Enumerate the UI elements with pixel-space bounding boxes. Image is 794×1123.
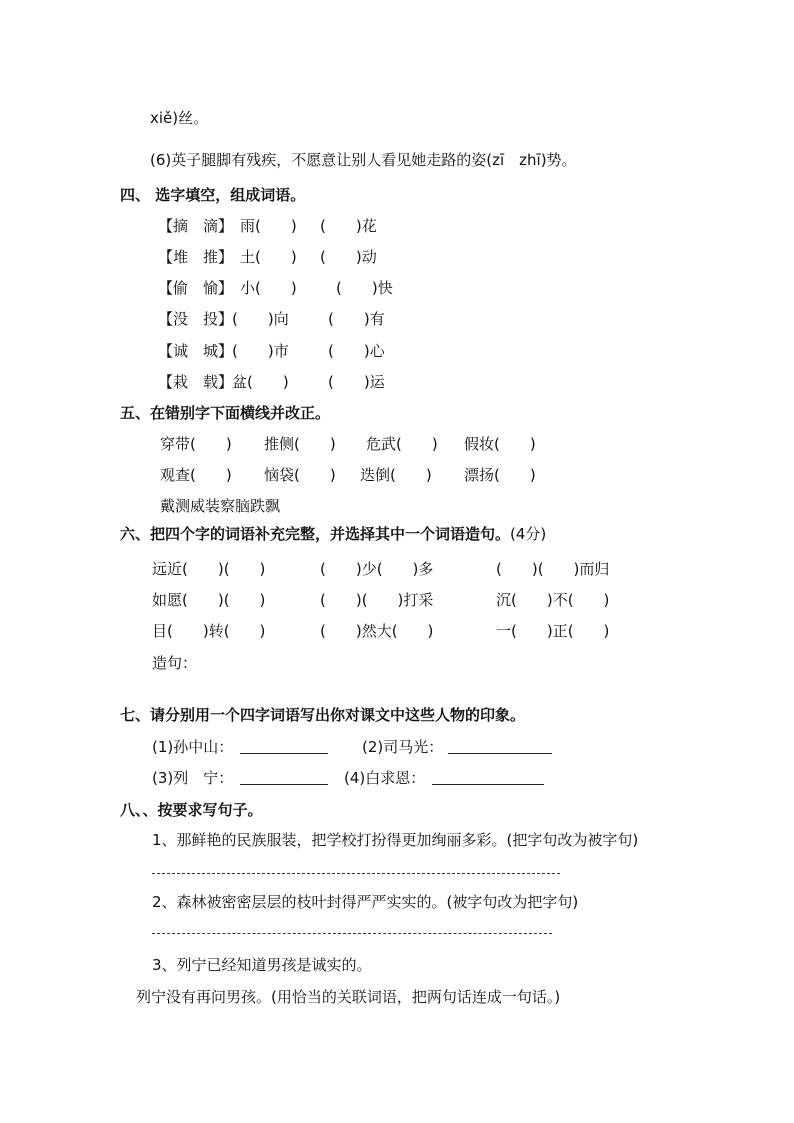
q6-idiom[interactable]: 如愿( )( ) (152, 591, 266, 609)
q4-blank-b[interactable]: ( )花 (320, 217, 377, 235)
q4-blank-b[interactable]: ( )动 (320, 248, 377, 266)
q3-item-6: (6)英子腿脚有残疾，不愿意让别人看见她走路的姿(zī zhī)势。 (150, 151, 577, 169)
q4-choice: 【栽 载】 (158, 373, 234, 391)
q4-blank-b[interactable]: ( )有 (328, 310, 385, 328)
q5-item[interactable]: 危武( ) (366, 435, 438, 453)
q5-item[interactable]: 迭倒( ) (360, 466, 432, 484)
q7-answer-line[interactable] (240, 784, 328, 785)
q6-idiom[interactable]: 远近( )( ) (152, 560, 266, 578)
q8-sentence-3-continued: 列宁没有再问男孩。(用恰当的关联词语，把两句话连成一句话。) (136, 988, 561, 1006)
q8-sentence-3: 3、列宁已经知道男孩是诚实的。 (152, 956, 372, 974)
q7-item-label: (1)孙中山： (152, 738, 234, 756)
q8-sentence-2: 2、森林被密密层层的枝叶封得严严实实的。(被字句改为把字句) (152, 893, 579, 911)
q4-choice: 【摘 滴】 (158, 217, 234, 235)
q5-item[interactable]: 观查( ) (160, 466, 232, 484)
q6-sentence-label: 造句： (152, 654, 198, 672)
q4-blank-b[interactable]: ( )快 (336, 279, 393, 297)
q4-heading: 四、 选字填空，组成词语。 (120, 186, 306, 204)
q4-blank-a[interactable]: 雨( ) (240, 217, 297, 235)
q4-blank-a[interactable]: ( )向 (232, 310, 289, 328)
q3-line-continuation: xiě)丝。 (150, 109, 209, 127)
q6-points: (4分) (510, 525, 547, 543)
q8-answer-line[interactable] (152, 873, 560, 874)
q7-answer-line[interactable] (448, 753, 552, 754)
q4-blank-b[interactable]: ( )心 (328, 342, 385, 360)
q5-item[interactable]: 恼袋( ) (264, 466, 336, 484)
q8-heading: 八、、按要求写句子。 (120, 801, 263, 819)
q4-blank-a[interactable]: 盆( ) (232, 373, 289, 391)
q7-heading: 七、请分别用一个四字词语写出你对课文中这些人物的印象。 (120, 706, 526, 724)
q7-answer-line[interactable] (432, 784, 544, 785)
q5-heading: 五、在错别字下面横线并改正。 (120, 404, 331, 422)
q4-blank-a[interactable]: 小( ) (240, 279, 297, 297)
q4-choice: 【偷 愉】 (158, 279, 234, 297)
q7-item-label: (4)白求恩： (344, 769, 426, 787)
q6-idiom[interactable]: ( )( )而归 (496, 560, 610, 578)
q5-item[interactable]: 穿带( ) (160, 435, 232, 453)
q7-item-label: (3)列 宁： (152, 769, 234, 787)
q6-idiom[interactable]: ( )少( )多 (320, 560, 434, 578)
q6-idiom[interactable]: ( )( )打采 (320, 591, 434, 609)
q6-heading: 六、把四个字的词语补充完整，并选择其中一个词语造句。 (120, 525, 511, 543)
q8-sentence-1: 1、那鲜艳的民族服装，把学校打扮得更加绚丽多彩。(把字句改为被字句) (152, 831, 639, 849)
q5-item[interactable]: 推侧( ) (264, 435, 336, 453)
q7-item-label: (2)司马光： (362, 738, 444, 756)
q4-choice: 【诚 城】 (158, 342, 234, 360)
q6-idiom[interactable]: 一( )正( ) (496, 622, 610, 640)
q6-idiom[interactable]: 目( )转( ) (152, 622, 266, 640)
q5-item[interactable]: 漂扬( ) (464, 466, 536, 484)
q4-blank-a[interactable]: ( )市 (232, 342, 289, 360)
q6-idiom[interactable]: 沉( )不( ) (496, 591, 610, 609)
q4-blank-b[interactable]: ( )运 (328, 373, 385, 391)
q7-answer-line[interactable] (240, 753, 328, 754)
q4-choice: 【堆 推】 (158, 248, 234, 266)
q4-choice: 【没 投】 (158, 310, 234, 328)
q5-item[interactable]: 假妆( ) (464, 435, 536, 453)
q8-answer-line[interactable] (152, 933, 552, 934)
q5-hint-characters: 戴测威装察脑跌飘 (160, 497, 281, 515)
q6-heading-line (120, 524, 546, 544)
q6-idiom[interactable]: ( )然大( ) (320, 622, 434, 640)
q4-blank-a[interactable]: 土( ) (240, 248, 297, 266)
